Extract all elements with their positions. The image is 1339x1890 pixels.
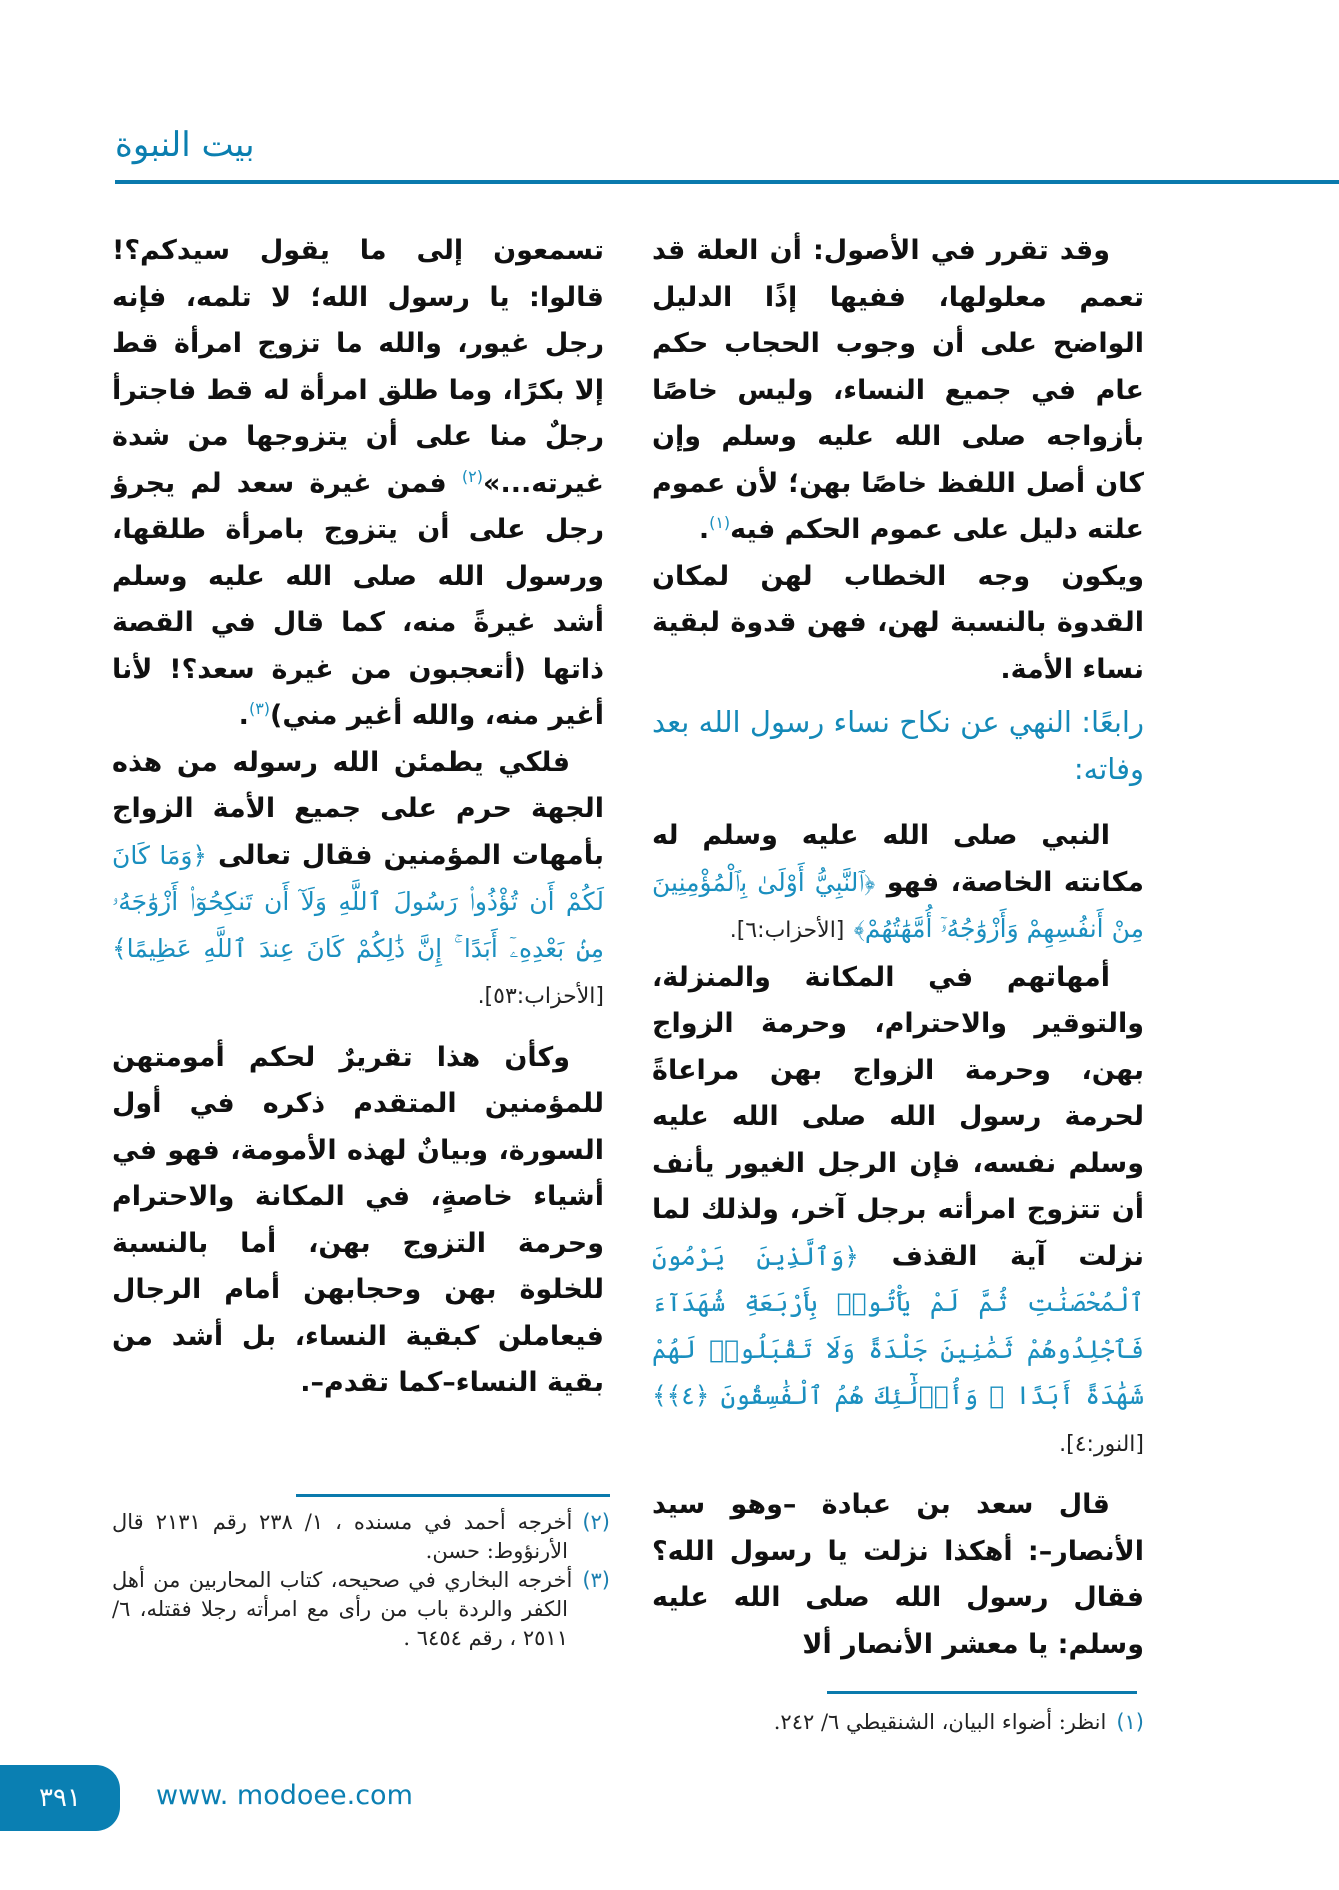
footnote-item: (١)انظر: أضواء البيان، الشنقيطي ٦/ ٢٤٢. <box>773 1710 1144 1734</box>
paragraph: أمهاتهم في المكانة والمنزلة، والتوقير والاحترام، وحرمة الزواج بهن، وحرمة الزواج بهن مراعاةً لحرمة رسول الله صلى الله عليه وسلم نفسه، فإن الرجل الغيور يأنف أن تتزوج امرأته برجل آخر، ولذلك لما نزلت آية القذف ﴿وَٱلَّذِينَ يَرْمُونَ ٱلْمُحْصَنَٰتِ ثُمَّ لَمْ يَأْتُوا۟ بِأَرْبَعَةِ شُهَدَآءَ فَٱجْلِدُوهُمْ ثَمَٰنِينَ جَلْدَةً وَلَا تَقْبَلُوا۟ لَهُمْ شَهَٰدَةً أَبَدًا ۚ وَأُو۟لَٰٓئِكَ هُمُ ٱلْفَٰسِقُونَ ﴿٤﴾﴾ [النور:٤]. <box>652 961 1145 1457</box>
page-number-badge <box>0 1765 120 1831</box>
footnote-ref-3[interactable]: (٣) <box>248 699 271 718</box>
paragraph: وقد تقرر في الأصول: أن العلة قد تعمم معلولها، ففيها إذًا الدليل الواضح على أن وجوب الحجاب حكم عام في جميع النساء، وليس خاصًا بأزواجه صلى الله عليه وسلم وإن كان أصل اللفظ خاصًا بهن؛ لأن عموم علته دليل على عموم الحكم فيه$^{(١)}$. <box>652 235 1144 545</box>
footnote-number: (١) <box>1116 1710 1144 1734</box>
verse-reference: [الأحزاب:٦]. <box>729 918 845 943</box>
paragraph: تسمعون إلى ما يقول سيدكم؟! قالوا: يا رسول الله؛ لا تلمه، فإنه رجل غيور، والله ما تزوج امرأة قط إلا بكرًا، وما طلق امرأة له قط فاجترأ رجلٌ منا على أن يتزوجها من شدة غيرته...»$^{(٢)}$ فمن غيرة سعد لم يجرؤ رجل على أن يتزوج بامرأة طلقها، ورسول الله صلى الله عليه وسلم أشد غيرةً منه، كما قال في القصة ذاتها (أتعجبون من غيرة سعد؟! لأنا أغير منه، والله أغير مني)$^{(٣)}$. <box>112 235 604 731</box>
footnotes-right <box>652 1708 1144 1737</box>
paragraph: النبي صلى الله عليه وسلم له مكانته الخاصة، فهو ﴿ٱلنَّبِيُّ أَوْلَىٰ بِٱلْمُؤْمِنِينَ مِنْ أَنفُسِهِمْ وَأَزْوَٰجُهُۥٓ أُمَّهَٰتُهُمْ﴾ [الأحزاب:٦]. <box>652 820 1144 943</box>
footnote-number: (٣) <box>582 1568 610 1592</box>
header-rule <box>115 180 1339 184</box>
footnote-item: (٢)أخرجه أحمد في مسنده ، ١/ ٢٣٨ رقم ٢١٣١ قال الأرنؤوط: حسن. <box>112 1510 610 1563</box>
verse-reference: [النور:٤]. <box>1059 1431 1144 1457</box>
footnote-ref-2[interactable]: (٢) <box>461 466 483 486</box>
page-number: ٣٩١ <box>39 1783 81 1813</box>
footnote-ref-1[interactable]: (١) <box>709 513 731 532</box>
paragraph: فلكي يطمئن الله رسوله من هذه الجهة حرم على جميع الأمة الزواج بأمهات المؤمنين فقال تعالى ﴿وَمَا كَانَ لَكُمْ أَن تُؤْذُوا۟ رَسُولَ ٱللَّهِ وَلَآ أَن تَنكِحُوٓا۟ أَزْوَٰجَهُۥ مِنۢ بَعْدِهِۦٓ أَبَدًا ۚ إِنَّ ذَٰلِكُمْ كَانَ عِندَ ٱللَّهِ عَظِيمًا﴾ [الأحزاب:٥٣]. <box>112 746 604 1009</box>
footnotes-left <box>112 1508 610 1653</box>
verse-reference: [الأحزاب:٥٣]. <box>477 984 604 1009</box>
footnote-number: (٢) <box>582 1510 610 1534</box>
paragraph: ويكون وجه الخطاب لهن لمكان القدوة بالنسبة لهن، فهن قدوة لبقية نساء الأمة. <box>652 560 1144 685</box>
right-column <box>652 228 1144 1668</box>
paragraph: قال سعد بن عبادة –وهو سيد الأنصار–: أهكذا نزلت يا رسول الله؟ فقال رسول الله صلى الله عليه وسلم: يا معشر الأنصار ألا <box>652 1489 1144 1660</box>
left-column <box>112 228 604 1407</box>
footnote-rule <box>296 1494 610 1497</box>
paragraph: وكأن هذا تقريرٌ لحكم أمومتهن للمؤمنين المتقدم ذكره في أول السورة، وبيانٌ لهذه الأمومة، فهو في أشياء خاصةٍ، في المكانة والاحترام وحرمة التزوج بهن، أما بالنسبة للخلوة بهن وحجابهن أمام الرجال فيعاملن كبقية النساء، بل أشد من بقية النساء–كما تقدم–. <box>112 1041 604 1398</box>
section-heading: رابعًا: النهي عن نكاح نساء رسول الله بعد وفاته: <box>652 705 1144 786</box>
footnote-rule <box>827 1691 1137 1694</box>
footnote-item: (٣)أخرجه البخاري في صحيحه، كتاب المحاربين من أهل الكفر والردة باب من رأى مع امرأته رجلا فقتله، ٦/ ٢٥١١ ، رقم ٦٤٥٤ . <box>112 1568 610 1650</box>
book-title-logo: بيت النبوة <box>115 125 255 165</box>
quran-verse: ﴿وَمَا كَانَ لَكُمْ أَن تُؤْذُوا۟ رَسُولَ ٱللَّهِ وَلَآ أَن تَنكِحُوٓا۟ أَزْوَٰجَهُۥ مِنۢ بَعْدِهِۦٓ أَبَدًا ۚ إِنَّ ذَٰلِكُمْ كَانَ عِندَ ٱللَّهِ عَظِيمًا﴾ <box>112 840 604 963</box>
website-link[interactable]: www. modoee.com <box>156 1780 413 1811</box>
quran-verse: ﴿وَٱلَّذِينَ يَرْمُونَ ٱلْمُحْصَنَٰتِ ثُمَّ لَمْ يَأْتُوا۟ بِأَرْبَعَةِ شُهَدَآءَ فَٱجْلِدُوهُمْ ثَمَٰنِينَ جَلْدَةً وَلَا تَقْبَلُوا۟ لَهُمْ شَهَٰدَةً أَبَدًا ۚ وَأُو۟لَٰٓئِكَ هُمُ ٱلْفَٰسِقُونَ ﴿٤﴾﴾ <box>652 1241 1144 1410</box>
quran-verse: ﴿ٱلنَّبِيُّ أَوْلَىٰ بِٱلْمُؤْمِنِينَ مِنْ أَنفُسِهِمْ وَأَزْوَٰجُهُۥٓ أُمَّهَٰتُهُمْ﴾ <box>652 867 1144 943</box>
